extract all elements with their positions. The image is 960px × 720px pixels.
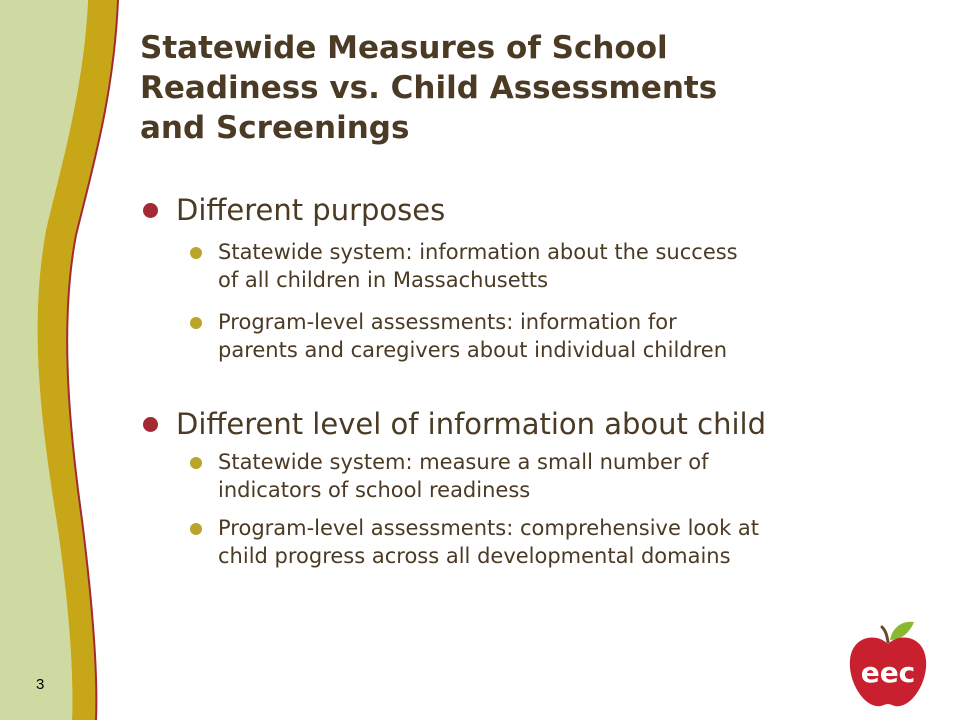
sidebar-decoration — [0, 0, 130, 720]
page-number: 3 — [36, 676, 45, 693]
logo-text: eec — [860, 656, 916, 689]
apple-stem-icon — [882, 627, 888, 642]
leaf-icon — [890, 622, 914, 640]
bullet-line: Statewide system: measure a small number of — [218, 450, 709, 474]
title-line: Readiness vs. Child Assessments — [140, 70, 718, 106]
bullet-line: parents and caregivers about individual children — [218, 338, 728, 362]
slide-content — [140, 192, 930, 570]
secondary-bullet — [218, 238, 930, 294]
bullet-line: of all children in Massachusetts — [218, 268, 549, 292]
bullet-line: Program-level assessments: information for — [218, 310, 677, 334]
bullet-line: child progress across all developmental domains — [218, 544, 731, 568]
bullet-line: indicators of school readiness — [218, 478, 531, 502]
secondary-bullet — [218, 308, 930, 364]
slide-title — [140, 28, 900, 148]
secondary-bullet — [218, 514, 930, 570]
primary-bullet: Different level of information about child — [140, 406, 930, 442]
title-line: Statewide Measures of School — [140, 30, 668, 66]
eec-logo — [846, 618, 930, 710]
primary-bullet: Different purposes — [140, 192, 930, 228]
bullet-line: Statewide system: information about the success — [218, 240, 738, 264]
secondary-bullet — [218, 448, 930, 504]
bullet-line: Program-level assessments: comprehensive look at — [218, 516, 760, 540]
title-line: and Screenings — [140, 110, 410, 146]
